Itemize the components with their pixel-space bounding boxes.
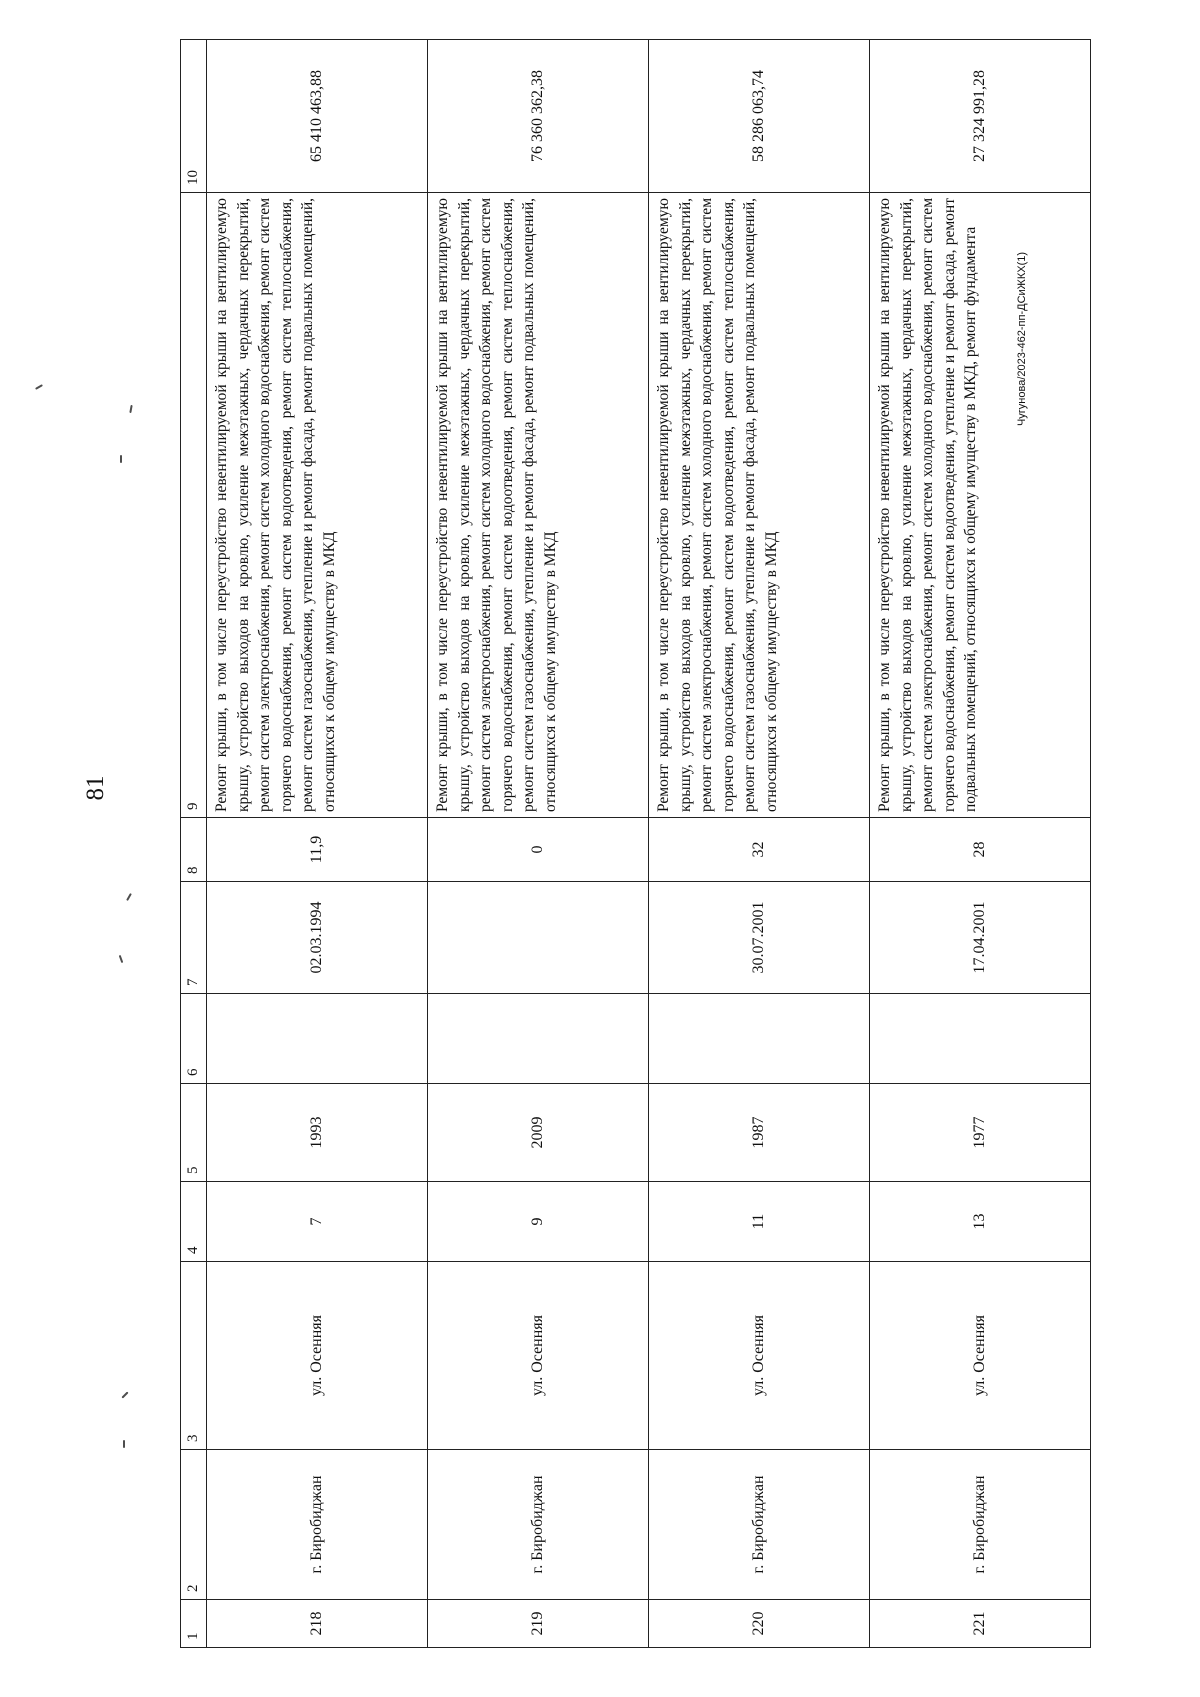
year-cell: 1993	[207, 1084, 428, 1182]
row-number: 220	[649, 1600, 870, 1648]
house-cell: 11	[649, 1182, 870, 1262]
city-cell: г. Биробиджан	[428, 1450, 649, 1600]
column-number: 7	[181, 882, 207, 994]
page-number: 81	[82, 775, 109, 801]
col8-cell: 28	[870, 818, 1091, 882]
col6-cell	[428, 994, 649, 1084]
rotated-table-container	[180, 40, 1090, 1648]
cost-cell: 58 286 063,74	[649, 40, 870, 193]
year-cell: 1977	[870, 1084, 1091, 1182]
col6-cell	[870, 994, 1091, 1084]
col6-cell	[649, 994, 870, 1084]
street-cell: ул. Осенняя	[870, 1262, 1091, 1450]
column-number-row	[181, 40, 207, 1648]
repair-program-table	[180, 39, 1091, 1648]
col8-cell: 11,9	[207, 818, 428, 882]
column-number: 5	[181, 1084, 207, 1182]
scan-speck	[35, 384, 43, 390]
row-number: 219	[428, 1600, 649, 1648]
table-row	[428, 40, 649, 1648]
scan-speck	[129, 405, 132, 413]
col8-cell: 32	[649, 818, 870, 882]
table-row	[870, 40, 1091, 1648]
scan-speck	[119, 955, 124, 963]
row-number: 221	[870, 1600, 1091, 1648]
works-cell: Ремонт крыши, в том числе переустройство невентилируемой крыши на вентилируемую крышу, устройство выходов на кровлю, усиление межэтажных, чердачных перекрытий, ремонт систем электроснабжения, ремонт систем холодного водоснабжения, ремонт систем горячего водоснабжения, ремонт систем водоотведения, ремонт систем теплоснабжения, ремонт систем газоснабжения, утепление и ремонт фасада, ремонт подвальных помещений, относящихся к общему имуществу в МКД	[428, 193, 649, 818]
city-cell: г. Биробиджан	[649, 1450, 870, 1600]
year-cell: 2009	[428, 1084, 649, 1182]
col8-cell: 0	[428, 818, 649, 882]
table-row	[207, 40, 428, 1648]
house-cell: 7	[207, 1182, 428, 1262]
scan-speck	[126, 893, 132, 901]
document-code: Чугунова/2023-462-пп-ДСиЖКХ(1)	[1016, 251, 1028, 427]
row-number: 218	[207, 1600, 428, 1648]
column-number: 1	[181, 1600, 207, 1648]
date-cell	[428, 882, 649, 994]
column-number: 3	[181, 1262, 207, 1450]
city-cell: г. Биробиджан	[207, 1450, 428, 1600]
works-cell: Ремонт крыши, в том числе переустройство невентилируемой крыши на вентилируемую крышу, устройство выходов на кровлю, усиление межэтажных, чердачных перекрытий, ремонт систем электроснабжения, ремонт систем холодного водоснабжения, ремонт систем горячего водоснабжения, ремонт систем водоотведения, утепление и ремонт фасада, ремонт подвальных помещений, относящихся к общему имуществу в МКД, ремонт фундамента	[870, 193, 1091, 818]
column-number: 9	[181, 193, 207, 818]
cost-cell: 76 360 362,38	[428, 40, 649, 193]
column-number: 8	[181, 818, 207, 882]
street-cell: ул. Осенняя	[649, 1262, 870, 1450]
street-cell: ул. Осенняя	[207, 1262, 428, 1450]
column-number: 2	[181, 1450, 207, 1600]
cost-cell: 65 410 463,88	[207, 40, 428, 193]
cost-cell: 27 324 991,28	[870, 40, 1091, 193]
scan-speck	[123, 1440, 125, 1448]
works-cell: Ремонт крыши, в том числе переустройство невентилируемой крыши на вентилируемую крышу, устройство выходов на кровлю, усиление межэтажных, чердачных перекрытий, ремонт систем электроснабжения, ремонт систем холодного водоснабжения, ремонт систем горячего водоснабжения, ремонт систем водоотведения, ремонт систем теплоснабжения, ремонт систем газоснабжения, утепление и ремонт фасада, ремонт подвальных помещений, относящихся к общему имуществу в МКД	[207, 193, 428, 818]
city-cell: г. Биробиджан	[870, 1450, 1091, 1600]
date-cell: 17.04.2001	[870, 882, 1091, 994]
col6-cell	[207, 994, 428, 1084]
column-number: 10	[181, 40, 207, 193]
column-number: 6	[181, 994, 207, 1084]
date-cell: 02.03.1994	[207, 882, 428, 994]
scan-speck	[120, 455, 122, 463]
works-cell: Ремонт крыши, в том числе переустройство невентилируемой крыши на вентилируемую крышу, устройство выходов на кровлю, усиление межэтажных, чердачных перекрытий, ремонт систем электроснабжения, ремонт систем холодного водоснабжения, ремонт систем горячего водоснабжения, ремонт систем водоотведения, ремонт систем теплоснабжения, ремонт систем газоснабжения, утепление и ремонт фасада, ремонт подвальных помещений, относящихся к общему имуществу в МКД	[649, 193, 870, 818]
table-row	[649, 40, 870, 1648]
column-number: 4	[181, 1182, 207, 1262]
house-cell: 9	[428, 1182, 649, 1262]
date-cell: 30.07.2001	[649, 882, 870, 994]
scan-speck	[121, 1391, 128, 1398]
house-cell: 13	[870, 1182, 1091, 1262]
street-cell: ул. Осенняя	[428, 1262, 649, 1450]
year-cell: 1987	[649, 1084, 870, 1182]
